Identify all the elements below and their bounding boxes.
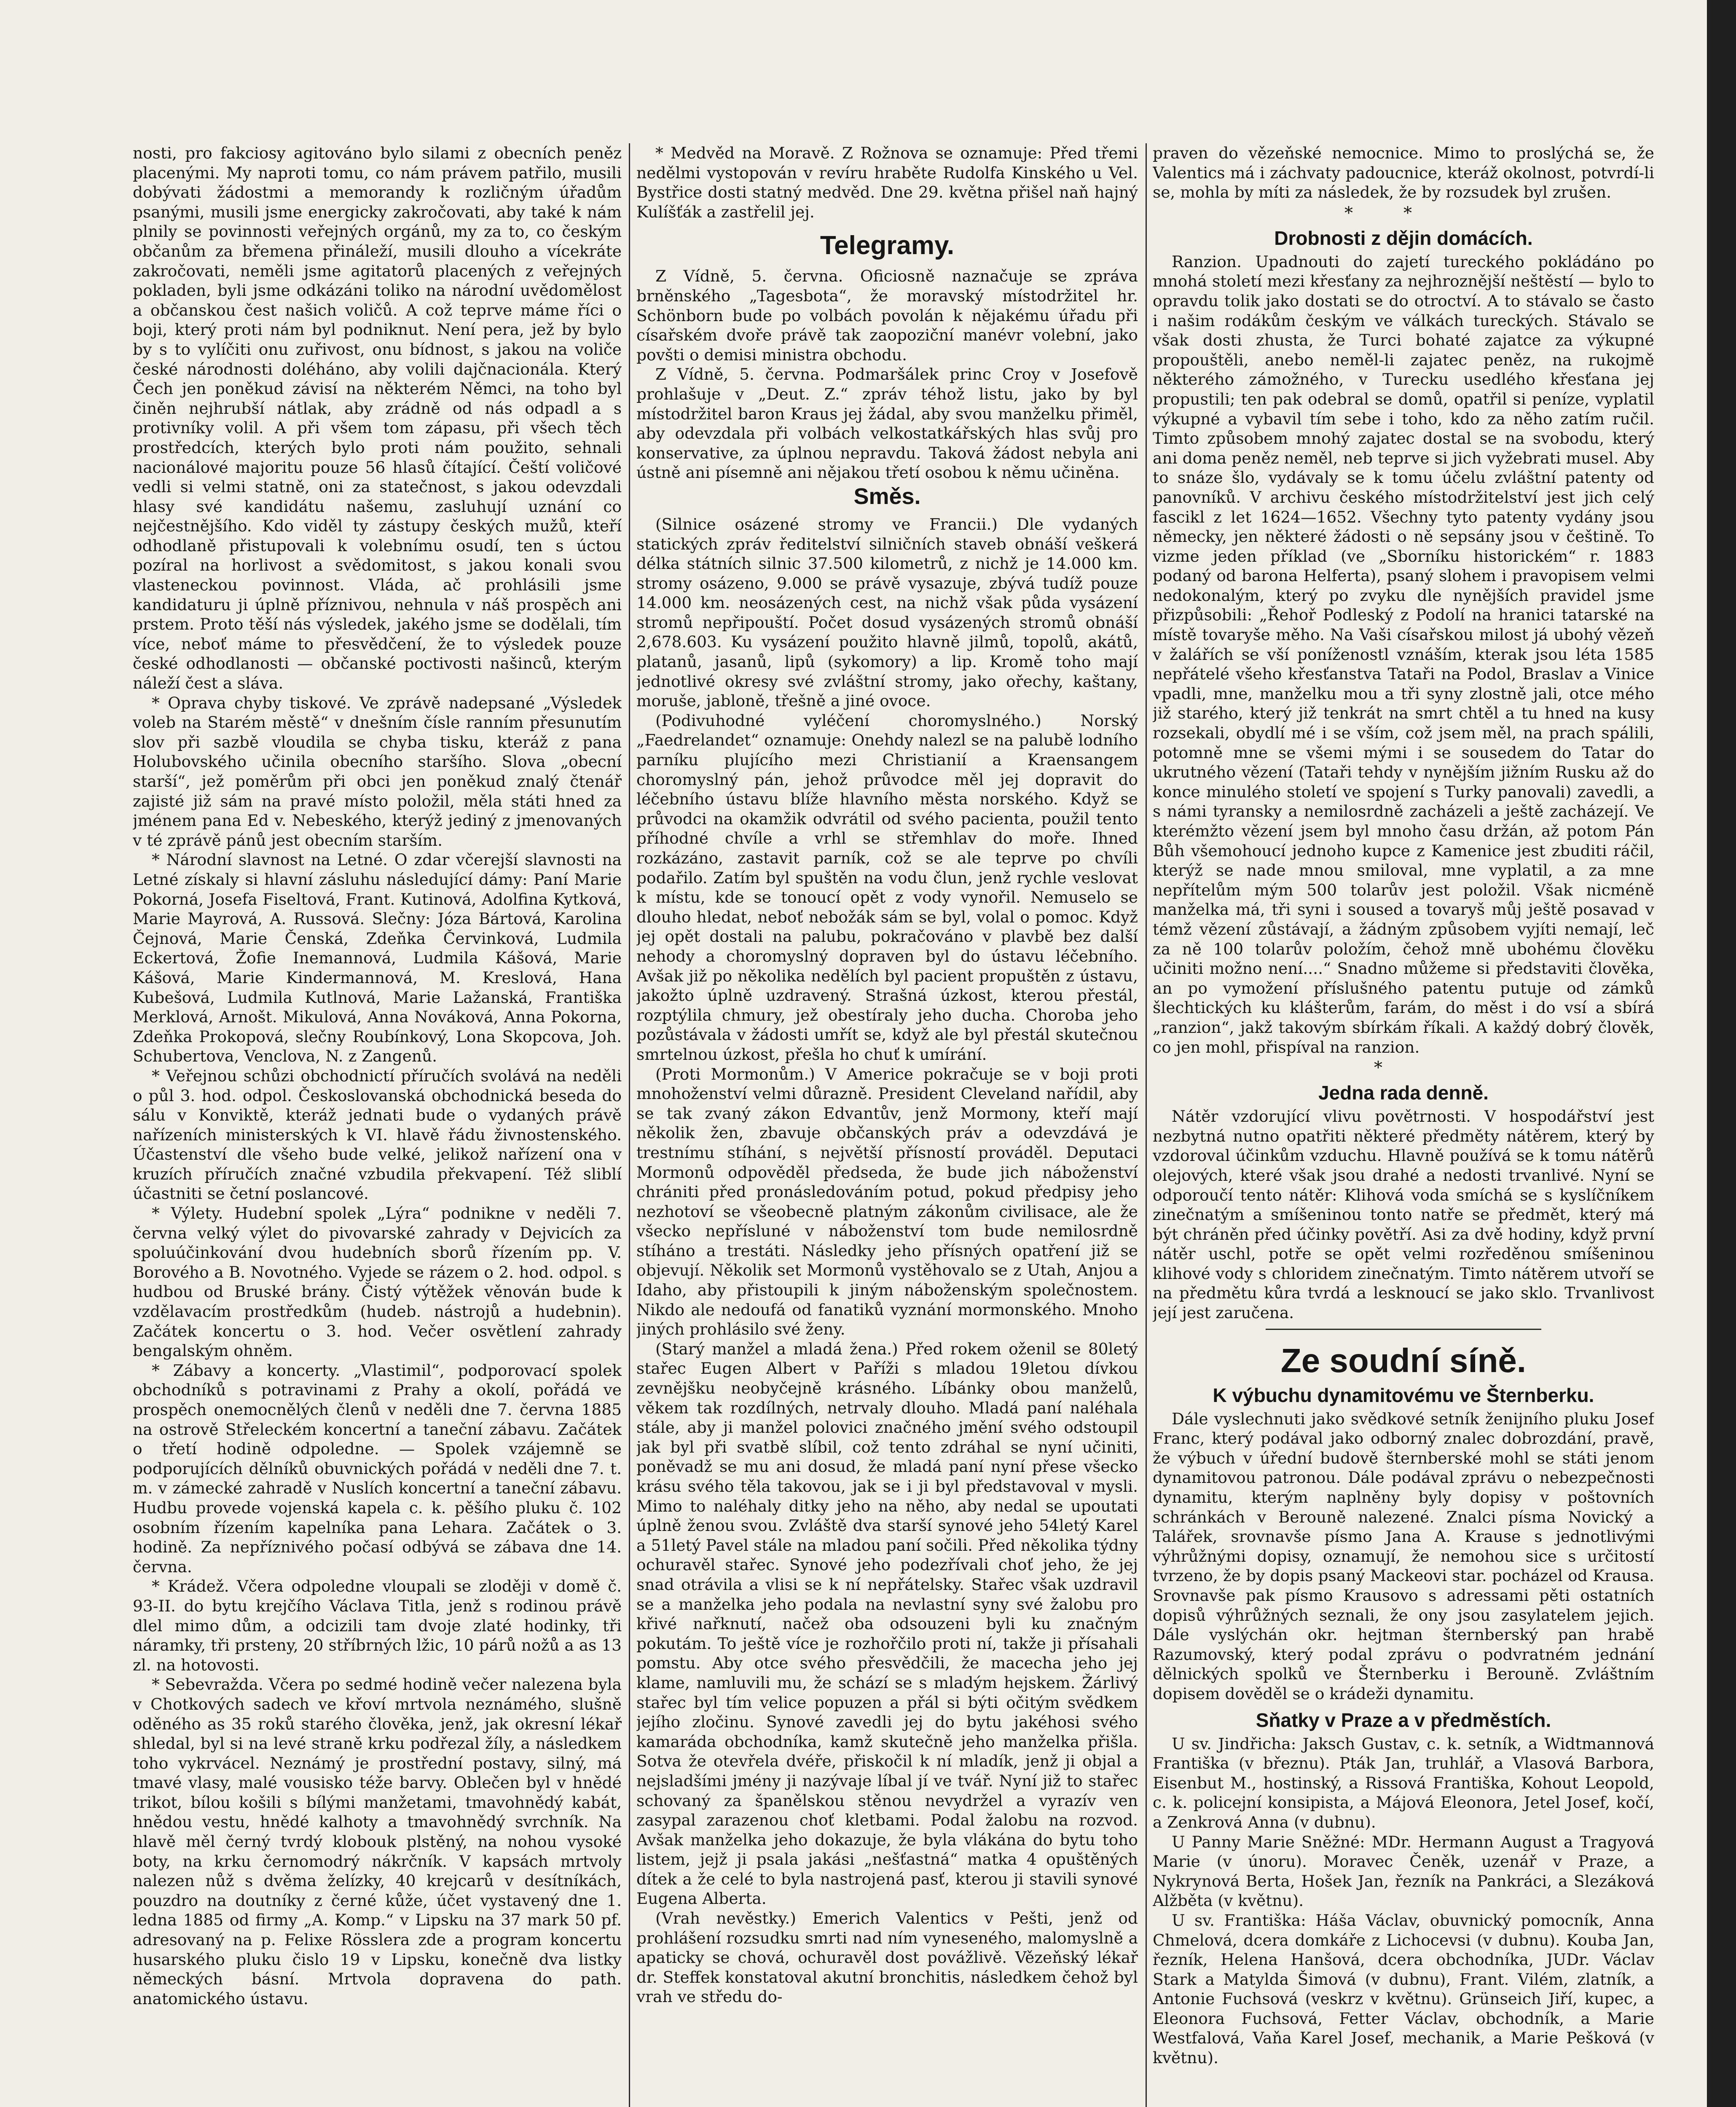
- column-left: [133, 143, 622, 2107]
- article-continued: nosti, pro fakciosy agitováno bylo silami z obecních peněz placenými. My naproti tomu, co nám právem patřilo, musili dobývati žádostmi a memorandy k rozličným úřadům psanými, musili jsme energicky zakročovati, aby také k nám plnily se povinnosti veřejných orgánů, my za to, co českým občanům za břemena přináleží, musili dlouho a vícekráte zakročovati, neměli jsme agitatorů placených z veřejných pokladen, byli jsme odkázáni toliko na národní uvědomělost a občanskou čest našich voličů. A což teprve máme říci o boji, který proti nám byl podniknut. Není pera, jež by bylo by s to vylíčiti onu zuřivost, onu bídnost, s jakou na voliče české národnosti doléháno, aby volili dajčnacionála. Který Čech jen poněkud závisí na některém Němci, na toho byl činěn nejhrubší nátlak, aby zrádně od nás odpadl a s protivníky volil. A při všem tom zápasu, při všech těch prostředcích, kterých bylo proti nám použito, sehnali nacionálové majoritu pouze 56 hlasů čítající. Čeští voličové vedli si velmi statně, oni za statečnost, s jakou odevzdali hlasy své kandidátu našemu, zasluhují uznání co nejčestnějšího. Kdo viděl ty zástupy českých mužů, kteří odhodlaně přistupovali k volebnímu osudí, ten s úctou pozíral na horlivost a svědomitost, s jakou konali svou vlasteneckou povinnost. Vláda, ač prohlásili jsme kandidaturu ji úplně příznivou, nehnula v náš prospěch ani prstem. Proto těší nás výsledek, jakého jsme se dodělali, tím více, neboť máme to přesvědčení, že to výsledek pouze české odhodlanosti — občanské poctivosti našinců, kterým náleží čest a sláva.: [133, 144, 622, 693]
- snatky-item: U sv. Františka: Háša Václav, obuvnický pomocník, Anna Chmelová, dcera domkáře z Lichocevsi (v dubnu). Kouba Jan, řezník, Helena Hanšová, dcera obchodníka, JUDr. Václav Stark a Matylda Šimová (v dubnu), Frant. Vilém, zlatník, a Antonie Fuchsová (veskrz v květnu). Grünseich Jiří, kupec, a Eleonora Fuchsová, Fetter Václav, obchodník, a Marie Westfalová, Vaňa Karel Josef, mechanik, a Marie Pešková (v květnu).: [1153, 1911, 1654, 2067]
- smes-item: (Vrah nevěstky.) Emerich Valentics v Pešti, jenž od prohlášení rozsudku smrti nad ním vyneseného, malomyslně a apaticky se chová, ochuravěl dost povážlivě. Vězeňský lékař dr. Steffek konstatoval akutní bronchitis, následkem čehož byl vrah ve středu do-: [636, 1909, 1138, 2006]
- article-verejna-schuze: * Veřejnou schůzi obchodnictí příručích svolává na neděli o půl 3. hod. odpol. Českoslovanská obchodnická beseda do sálu v Konviktě, kteráž jednati bude o vydaných právě nařízeních ministerských k VI. hlavě řádu živnostenského. Účastenství dle všeho bude velké, jelikož nařízení ona v kruzích příručích značné vzbudila překvapení. Též sliblí účastniti se četní poslancové.: [133, 1066, 622, 1203]
- separator-star: *: [1374, 1058, 1433, 1078]
- section-heading-snatky: Sňatky v Praze a v předměstích.: [1256, 1709, 1551, 1731]
- telegram-item: Z Vídně, 5. června. Podmaršálek princ Croy v Josefově prohlašuje v „Deut. Z.“ zpráv téhož listu, jako by byl místodržitel baron Kraus jej žádal, aby svou manželku přiměl, aby odevzdala při volbách velkostatkářských hlas svůj pro konservative, za úplnou nepravdu. Taková žádost nebyla ani ústně ani písemně ani nějakou třetí osobou k němu učiněna.: [636, 365, 1138, 482]
- smes-item: (Proti Mormonům.) V Americe pokračuje se v boji proti mnohoženství velmi důrazně. President Cleveland nařídil, aby se tak zvaný zákon Edvantův, jenž Mormony, kteří mají několik žen, zbavuje občanských práv a odevzdává je trestnímu stíhání, s největší přísností prováděl. Deputaci Mormonů odpověděl předseda, že bude jich náboženství chrániti před pronásledováním potud, pokud předpisy jeho nezhotoví se všeobecně platným zákonům civilisace, ale že všecko nepřísluné v náboženství tom bude nemilosrdně stíháno a trestáti. Následky jeho přísných opatření již se objevují. Několik set Mormonů vystěhovalo se z Utah, Anjou a Idaho, aby přistoupili k jiným náboženským společnostem. Nikdo ale nedoufá od fanatiků vyznání mormonského. Mnoho jiných prohlásilo své ženy.: [636, 1064, 1138, 1339]
- article-kradez: * Krádež. Včera odpoledne vloupali se zloději v domě č. 93-II. do bytu krejčího Václava Titla, jenž s rodinou právě dlel mimo dům, a odcizili tam dvoje zlaté hodinky, tři náramky, tři prsteny, 20 stříbrných lžic, 10 párů nožů a as 13 zl. na hotovosti.: [133, 1577, 622, 1674]
- soudni-text: Dále vyslechnuti jako svědkové setník ženijního pluku Josef Franc, který podával jako odborný znalec dobrozdání, pravě, že výbuch v úřední budově šternberské mohl se státi jenom dynamitovou patronou. Dále podával zprávu o nebezpečnosti dynamitu, kterým naplněny byly dopisy v poštovních schránkách v Berouně nalezené. Znalci písma Novický a Talářek, srovnavše písmo Jana A. Krause s jednotlivými výhrůžnými dopisy, oznamují, že nemohou sice s určitostí tvrzeno, že by dopis psaný Mackeovi star. pocházel od Krausa. Srovnavše pak písmo Krausovo s adressami pěti ostatních dopisů výhrůžných seznali, že ony jsou zasylatelem jejich. Dále vyslýchán okr. hejtman šternberský pan hrabě Razumovský, který podal zprávu o podvratném jednání dělnických spolků ve Šternberku i Berouně. Zvláštním dopisem dověděl se o krádeži dynamitu.: [1153, 1409, 1654, 1703]
- drobnosti-text: Ranzion. Upadnouti do zajetí tureckého pokládáno po mnohá století mezi křesťany za nejhroznější neštěstí — bylo to opravdu tolik jako dostati se do otroctví. A to stávalo se často i našim rodákům českým ve válkách tureckých. Stávalo se však dosti zhusta, že Turci bohaté zajatce za výkupné propouštěli, anebo neměl-li zajatec peněz, na rukojmě některého zámožného, v Turecku usedlého křesťana jej propustili; ten pak odebral se domů, opatřil si peníze, vyplatil výkupné a vybavil tím sebe i toho, kdo za něho zatím ručil. Timto způsobem mnohý zajatec dostal se na svobodu, který ani doma peněz neměl, neb teprve si jich vyžebrati musel. Aby to snáze šlo, vydávaly se k tomu účelu zvláštní patenty od panovníků. V archivu českého místodržitelství jest jich celý fascikl z let 1624—1652. Všechny tyto patenty vydány jsou německy, jen některé žádosti o ně sepsány jsou v češtině. To vizme jeden příklad (ve „Sborníku historickém“ r. 1883 podaný od barona Helferta), psaný slohem i pravopisem velmi nedokonalým, který po zvyku dle nynějších pravidel jsme přizpůsobili: „Řehoř Podleský z Podolí na hranici tatarské na místě tovaryše měho. Na Vaši císařskou milost já ubohý vězeň v žalářích se vší poníženostl vznáším, kterak jsou léta 1585 nepřátelé všeho křesťanstva Tataři na Podol, Braslav a Vinice vpadli, mne, manželku mou a tři syny zlostně jali, otce mého již starého, který již tenkrát na smrt chtěl a tu hned na kusy rozsekali, obydlí mé i se vším, což jsem měl, na prach spálili, potomně mne se všemi mými i se sousedem do Tatar do ukrutného vězení (Tataři tehdy v nynějším jižním Rusku až do konce minulého století ve spojení s Turky panovali) zavedli, a s námi tyransky a nemilosrdně zacházeli a ještě zacházejí. Ve kterémžto vězení jsem byl mnoho času držán, až potom Pán Bůh všemohoucí jednoho kupce z Kamenice jest zbuditi ráčil, kterýž se nade mnou smiloval, mne vyplatil, a za mne nepřítelům mým 500 tolarův jest položil. Však nicméně manželka má, tři syni i soused a tovaryš můj ještě posavad v témž vězení zůstávají, a žádným způsobem vyjíti nemají, leč za ně 100 tolarův položím, čehož mně ubohému člověku učiniti možno není....“ Snadno můžeme si představiti člověka, an po vymožení příslušného patentu putuje od zámků šlechtických ku klášterům, farám, do měst i do vsí a sbírá „ranzion“, jakž takovým sbírkám říkali. A každý dobrý člověk, co jen mohl, přispíval na ranzion.: [1153, 252, 1654, 1056]
- article-oprava: * Oprava chyby tiskové. Ve zprávě nadepsané „Výsledek voleb na Starém městě“ v dnešním čísle ranním přesunutím slov při sazbě vloudila se chyba tisku, kteráž z pana Holubovského učinila obecního staršího. Slova „obecní starší“, jež poměrům při obci jen poněkud znalý čtenář zajisté již sám na pravé místo položil, měla státi hned za jménem pana Ed v. Nebeského, kterýž jediný z jmenovaných v té zprávě pánů jest obecním starším.: [133, 693, 622, 850]
- smes-item: (Starý manžel a mladá žena.) Před rokem oženil se 80letý stařec Eugen Albert v Paříži s mladou 19letou dívkou zevnějšku neobyčejně krásného. Líbánky obou manželů, věkem tak rozdílných, netrvaly dlouho. Mladá paní naléhala stále, aby ji manžel polovici značného jmění svého odstoupil jak byl při svatbě slíbil, což tento zdráhal se nyní učiniti, poněvadž se mu ani dosud, že mladá paní nyní přese všecko krásu svého těla takovou, jak se i ji byl představoval v mysli. Mimo to naléhaly ditky jeho na něho, aby nedal se upoutati úplně ženou svou. Zvláště dva starší synové jeho 54letý Karel a 51letý Pavel stále na mladou paní sočili. Před několika týdny ochuravěl stařec. Synové jeho podezřívali choť jeho, že jej snad otrávila a vlisi se k ní nepřátelsky. Stařec však uzdravil se a manželka jeho podala na nevlastní syny své žalobu pro křivé nařknutí, načež oba odsouzeni byli ku značným pokutám. To ještě více je rozhořčilo proti ní, takže ji přísahali pomstu. Aby otce svého přesvědčili, že macecha jeho jej klame, namluvili mu, že schází se s mladým hejskem. Žárlivý stařec byl tím velice popuzen a přál si býti očitým svědkem jejího zločinu. Synové zavedli jej do bytu jakéhosi svého kamaráda obchodníka, kamž skutečně jeho manželka přišla. Sotva že otevřela dvéře, přiskočil k ní mladík, jenž ji objal a nejsladšími jmény ji nazývaje líbal jí ve tvář. Nyní již to stařec schovaný za španělskou stěnou nevydržel a vyrazív ven zasypal zarazenou choť kletbami. Podal žalobu na rozvod. Avšak manželka jeho dokazuje, že byla vlákána do bytu toho listem, jejž ji psala jakási „nešťastná“ matka 4 opuštěných dítek a že celé to byla nastrojená pasť, kterou ji stavili synové Eugena Alberta.: [636, 1339, 1138, 1908]
- snatky-item: U Panny Marie Sněžné: MDr. Hermann August a Tragyová Marie (v únoru). Moravec Čeněk, uzenář v Praze, a Nykrynová Berta, Hošek Jan, řezník na Pankráci, a Slezáková Alžběta (v květnu).: [1153, 1832, 1654, 1910]
- article-continued: praven do vězeňské nemocnice. Mimo to proslýchá se, že Valentics má i záchvaty padoucnice, kteráž okolnost, potvrdí-li se, mohla by míti za následek, že by rozsudek byl zrušen.: [1153, 144, 1654, 202]
- column-middle: [636, 143, 1138, 2107]
- soudni-subheading: K výbuchu dynamitovému ve Šternberku.: [1213, 1384, 1594, 1406]
- article-medved: * Medvěd na Moravě. Z Rožnova se oznamuje: Před třemi nedělmi vystopován v revíru hraběte Rudolfa Kinského u Vel. Bystřice dosti statný medvěd. Dne 29. května přišel naň hajný Kulíšťák a zastřelil jej.: [636, 144, 1138, 221]
- section-heading-smes: Směs.: [853, 483, 921, 509]
- smes-item: (Podivuhodné vyléčení choromyslného.) Norský „Faedrelandet“ oznamuje: Onehdy nalezl se na palubě lodního parníku plujícího mezi Christianií a Kraensangem choromyslný pán, jehož průvodce měl jej dopravit do léčebního ústavu blíže hlavního města norského. Když se průvodci na okamžik odvrátil od svého pacienta, použil tento příhodné chvíle a vrhl se střemhlav do moře. Ihned rozkázáno, zastavit parník, což se ale teprve po chvíli podařilo. Zatím byl spuštěn na vodu člun, jenž rychle veslovat k místu, kde se tonoucí opět z vody vynořil. Nemuselo se dlouho hledat, neboť nebožák sám se byl, volal o pomoc. Když jej opět dostali na palubu, pokračováno v plavbě bez další nehody a choromyslný dopraven byl do ústavu léčebního. Avšak již po několika nedělích byl pacient propuštěn z ústavu, jakožto úplně uzdravený. Strašná úzkost, kterou přestál, rozptýlila chmury, jež obestíraly jeho ducha. Choroba jeho pozůstávala v žádosti umřít se, když ale byl přestál skutečnou smrtelnou úzkost, přešla ho chuť k umírání.: [636, 711, 1138, 1064]
- divider: [1266, 1329, 1542, 1330]
- section-heading-drobnosti: Drobnosti z dějin domácích.: [1274, 227, 1533, 249]
- snatky-item: U sv. Jindřicha: Jaksch Gustav, c. k. setník, a Widtmannová Františka (v březnu). Pták Jan, truhlář, a Vlasová Barbora, Eisenbut M., hostinský, a Rissová Františka, Kohout Leopold, c. k. policejní konsipista, a Májová Eleonora, Jetel Josef, kočí, a Zenkrová Anna (v dubnu).: [1153, 1734, 1654, 1831]
- smes-item: (Silnice osázené stromy ve Francii.) Dle vydaných statických zpráv ředitelství silničních staveb obnáší veškerá délka státních silnic 37.500 kilometrů, z nichž je 14.000 km. stromy osázeno, 9.000 se právě vysazuje, zbývá tudíž pouze 14.000 km. neosázených cest, na nichž však půda vysázení stromů nepřipouští. Počet dosud vysázených stromů obnáší 2,678.603. Ku vysázení použito hlavně jilmů, topolů, akátů, platanů, jasanů, lipů (sykomory) a lip. Kromě toho mají jednotlivé okresy své zvláštní stromy, jako ořechy, kaštany, moruše, jabloně, třešně a jiné ovoce.: [636, 515, 1138, 710]
- section-heading-jedna-rada: Jedna rada denně.: [1318, 1082, 1489, 1104]
- scan-edge: [1707, 0, 1736, 2107]
- column-rule: [629, 143, 630, 2107]
- article-vylety: * Výlety. Hudební spolek „Lýra“ podnikne v neděli 7. června velký výlet do pivovarské zahrady v Dejvicích za spoluúčinkování dvou hudebních sborů řízením pp. V. Borového a B. Novotného. Vyjede se rázem o 2. hod. odpol. s hudbou od Bruské brány. Čistý výtěžek věnován bude k vzdělavacím prostředkům (hudeb. nástrojů a hudebnin). Začátek koncertu o 3. hod. Večer osvětlení zahrady bengalským ohněm.: [133, 1204, 622, 1360]
- article-sebevrazda: * Sebevražda. Včera po sedmé hodině večer nalezena byla v Chotkových sadech ve křoví mrtvola neznámého, slušně oděného as 35 roků starého člověka, jenž, jak okresní lékař shledal, byl si na levé straně krku podřezal žíly, a následkem toho vykrvácel. Neznámý je prostřední postavy, silný, má tmavé vlasy, malé vousisko téže barvy. Oblečen byl v hnědé trikot, bílou košili s bílými manžetami, tmavohnědý kabát, hnědou vestu, hnědé kalhoty a tmavohnědý svrchník. Na hlavě měl černý tvrdý klobouk plstěný, na nohou vysoké boty, na krku černomodrý nákrčník. V kapsách mrtvoly nalezen nůž s dvěma želízky, 40 krejcarů v desítníkách, pouzdro na doutníky z černé kůže, účet vystavený dne 1. ledna 1885 od firmy „A. Komp.“ v Lipsku na 37 mark 50 pf. adresovaný na p. Felixe Rösslera zde a program koncertu husarského pluku čislo 19 v Lipsku, konečně dva listky německých básní. Mrtvola dopravena do path. anatomického ústavu.: [133, 1675, 622, 2008]
- jedna-rada-text: Nátěr vzdorující vlivu povětrnosti. V hospodářství jest nezbytná nutno opatřiti některé předměty nátěrem, který by vzdoroval účinkům vzduchu. Hlavně používá se k tomu nátěrů olejových, které však jsou drahé a nedosti trvanlivé. Nyní se odporoučí tento nátěr: Klihová voda smíchá se s kyslíčníkem zinečnatým a smíšeninou tonto natře se předmět, který má být chráněn před účinky povětří. Asi za dvě hodiny, když první nátěr uschl, potře se opět velmi rozředěnou smíšeninou klihové vody s chloridem zinečnatým. Timto nátěrem utvoří se na předmětu kůra tvrdá a lesknoucí se jako sklo. Trvanlivost její jest zaručena.: [1153, 1107, 1654, 1322]
- article-zabavy: * Zábavy a koncerty. „Vlastimil“, podporovací spolek obchodníků s potravinami z Prahy a okolí, pořádá ve prospěch onemocnělých členů v neděli dne 7. června 1885 na ostrově Střeleckém koncertní a taneční zábavu. Začátek o třetí hodině odpoledne. — Spolek vzájemně se podporujících dělníků obuvnických pořádá v neděli dne 7. t. m. v zámecké zahradě v Nuslích koncertní a taneční zábavu. Hudbu provede vojenská kapela c. k. pěšího pluku č. 102 osobním řízením kapelníka pana Lehara. Začátek o 3. hodině. Za nepříznivého počasí odbývá se zábava dne 14. června.: [133, 1361, 622, 1576]
- separator-stars: **: [1344, 203, 1462, 223]
- column-rule: [1146, 143, 1147, 2107]
- section-heading-soudni: Ze soudní síně.: [1280, 1341, 1527, 1379]
- section-heading-telegramy: Telegramy.: [820, 231, 955, 260]
- column-right: [1153, 143, 1654, 2107]
- article-narodni-slavnost: * Národní slavnost na Letné. O zdar včerejší slavnosti na Letné získaly si hlavní zásluhu následující dámy: Paní Marie Pokorná, Josefa Fiseltová, Frant. Kutinová, Adolfina Kytková, Marie Mayrová, A. Russová. Slečny: Józa Bártová, Karolina Čejnová, Marie Čenská, Zdeňka Červinková, Ludmila Eckertová, Žofie Inemannová, Ludmila Kášová, Marie Kášová, Marie Kindermannová, M. Kreslová, Hana Kubešová, Ludmila Kutlnová, Marie Lažanská, Františka Merklová, Arnošt. Mikulová, Anna Nováková, Anna Pokorna, Zdeňka Prokopová, slečny Roubínkový, Lona Skopcova, Joh. Schubertova, Venclova, N. z Zangenů.: [133, 850, 622, 1066]
- telegram-item: Z Vídně, 5. června. Oficiosně naznačuje se zpráva brněnského „Tagesbota“, že moravský místodržitel hr. Schönborn bude po volbách povolán k nějakému úřadu při císařském dvoře právě tak zaopoziční manévr volební, jako povšti o demisi ministra obchodu.: [636, 267, 1138, 364]
